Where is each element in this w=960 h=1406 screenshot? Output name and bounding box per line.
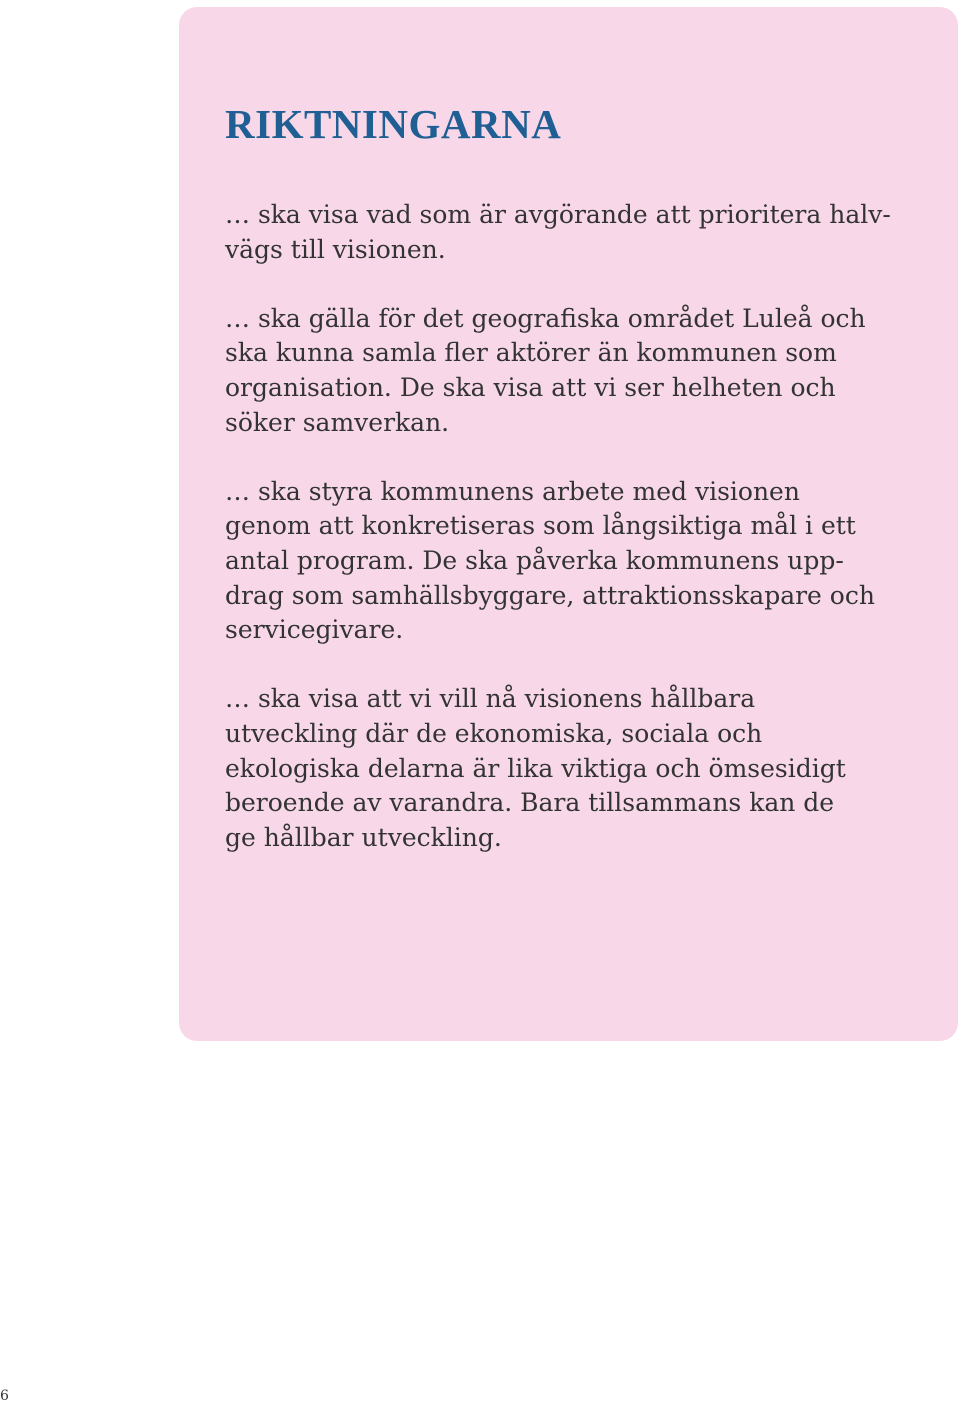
text-line: ska kunna samla fler aktörer än kommunen som	[225, 338, 837, 368]
text-line: ge hållbar utveckling.	[225, 822, 502, 852]
text-line: antal program. De ska påverka kommunens upp-	[225, 545, 844, 575]
text-line: servicegivare.	[225, 615, 404, 645]
text-line: … ska gälla för det geografiska området Luleå och	[225, 303, 866, 333]
section-heading: RIKTNINGARNA	[225, 101, 562, 147]
page-number: 6	[0, 1388, 9, 1404]
text-line: beroende av varandra. Bara tillsammans kan de	[225, 788, 835, 818]
paragraph-4	[225, 682, 905, 855]
text-line: genom att konkretiseras som långsiktiga mål i ett	[225, 511, 856, 541]
text-line: … ska styra kommunens arbete med visionen	[225, 476, 800, 506]
paragraph-1	[225, 198, 905, 267]
text-line: … ska visa vad som är avgörande att prioritera halv-	[225, 200, 891, 229]
text-line: utveckling där de ekonomiska, sociala och	[225, 718, 763, 748]
text-line: ekologiska delarna är lika viktiga och ömsesidigt	[225, 753, 846, 783]
body-text	[225, 198, 905, 890]
paragraph-3	[225, 475, 905, 648]
text-line: drag som samhällsbyggare, attraktionsskapare och	[225, 580, 875, 610]
text-line: organisation. De ska visa att vi ser helheten och	[225, 372, 836, 402]
text-line: … ska visa att vi vill nå visionens hållbara	[225, 684, 756, 714]
paragraph-2	[225, 302, 905, 440]
text-line: söker samverkan.	[225, 407, 450, 437]
text-line: vägs till visionen.	[225, 234, 446, 264]
